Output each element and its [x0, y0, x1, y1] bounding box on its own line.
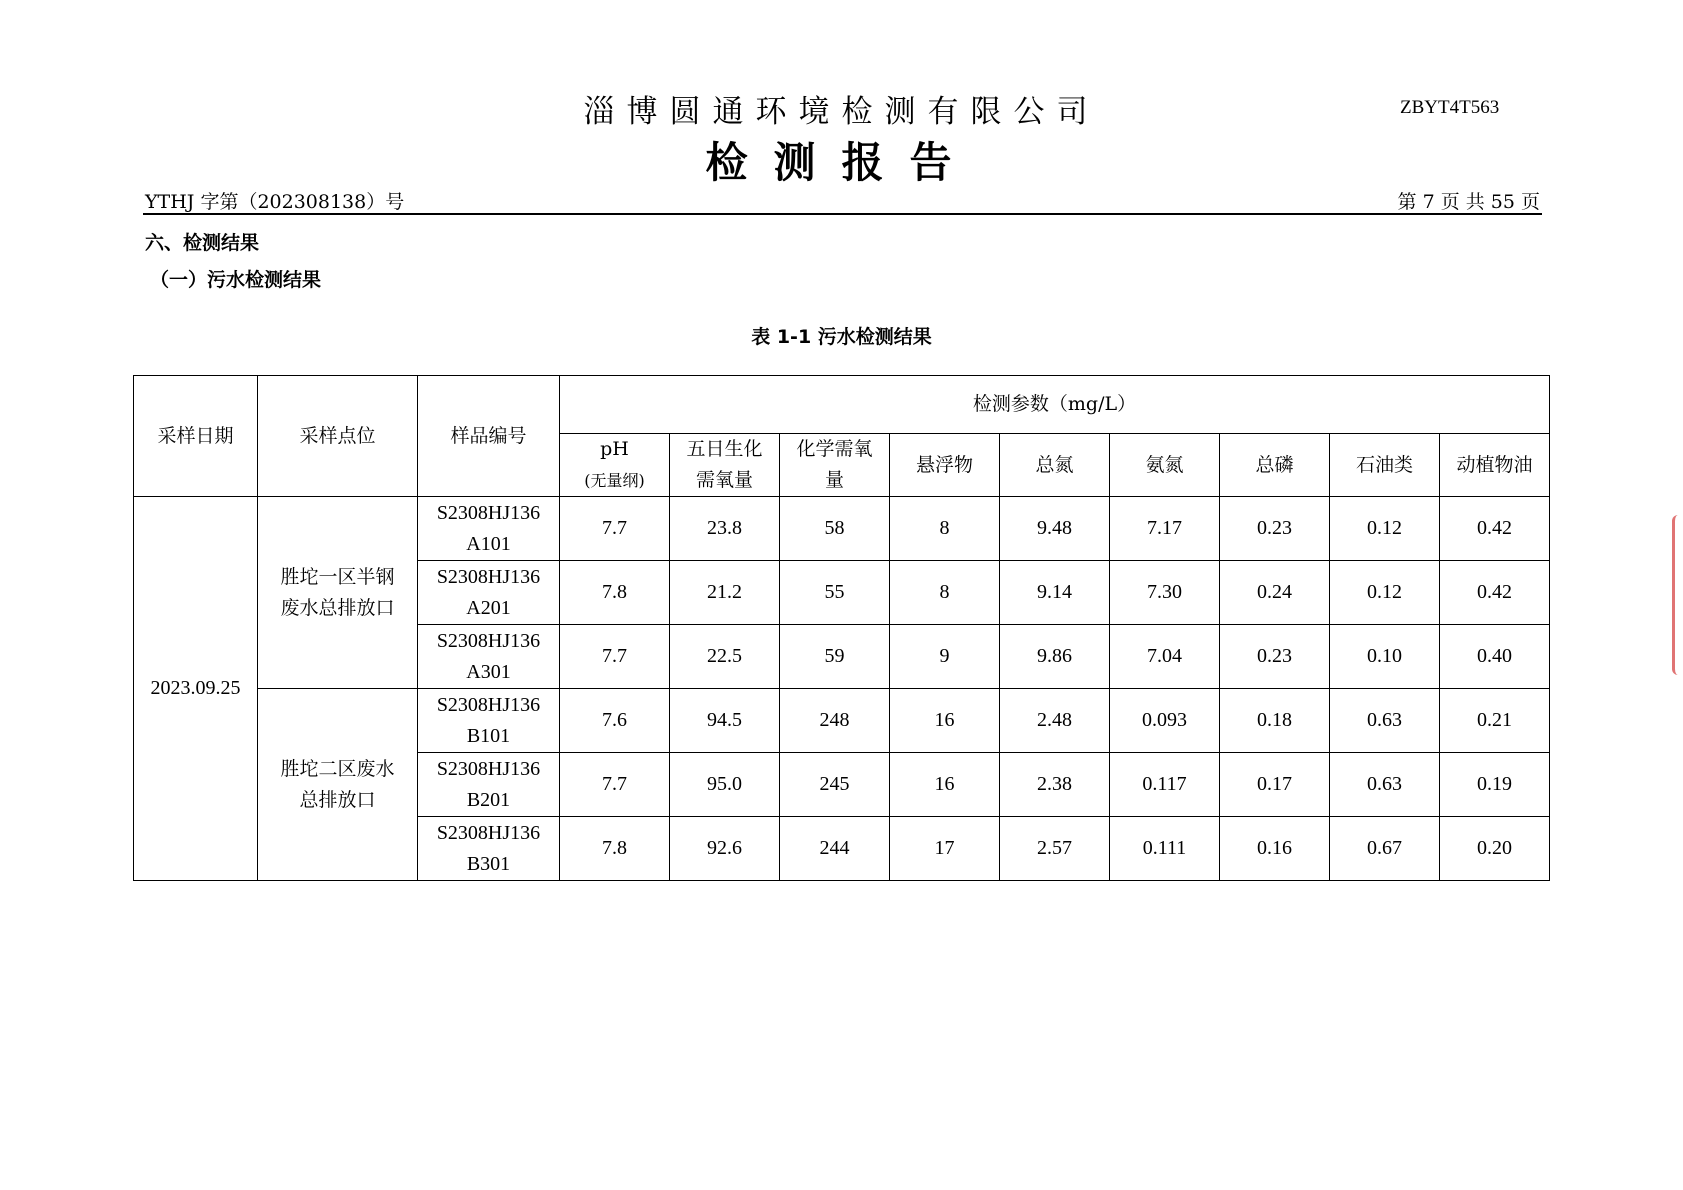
header-param-animal-veg-oil: 动植物油 — [1440, 434, 1550, 497]
param-label: 化学需氧 — [796, 438, 873, 460]
value-cell: 92.6 — [670, 817, 780, 881]
value-cell: 0.42 — [1440, 497, 1550, 561]
sample-id — [418, 689, 560, 753]
sample-id-line: S2308HJ136 — [436, 757, 541, 780]
param-label: pH — [600, 438, 629, 460]
value-cell: 9 — [890, 625, 1000, 689]
subsection-title: （一）污水检测结果 — [150, 269, 322, 291]
value-cell: 58 — [780, 497, 890, 561]
value-cell: 9.14 — [1000, 561, 1110, 625]
value-cell: 0.12 — [1330, 497, 1440, 561]
sample-id-line: S2308HJ136 — [436, 821, 541, 844]
header-params-group: 检测参数（mg/L） — [560, 376, 1550, 434]
value-cell: 0.19 — [1440, 753, 1550, 817]
value-cell: 0.63 — [1330, 689, 1440, 753]
sample-id — [418, 753, 560, 817]
value-cell: 0.67 — [1330, 817, 1440, 881]
sample-id-line: S2308HJ136 — [436, 693, 541, 716]
value-cell: 0.23 — [1220, 625, 1330, 689]
sample-id-line: S2308HJ136 — [436, 501, 541, 524]
header-param-cod — [780, 434, 890, 497]
value-cell: 248 — [780, 689, 890, 753]
header-row-1 — [134, 376, 1550, 434]
value-cell: 8 — [890, 561, 1000, 625]
value-cell: 0.42 — [1440, 561, 1550, 625]
point-line: 胜坨二区废水 — [280, 757, 395, 780]
sample-id-line: B301 — [466, 852, 511, 875]
value-cell: 0.117 — [1110, 753, 1220, 817]
header-param-ss: 悬浮物 — [890, 434, 1000, 497]
value-cell: 0.093 — [1110, 689, 1220, 753]
value-cell: 95.0 — [670, 753, 780, 817]
value-cell: 244 — [780, 817, 890, 881]
value-cell: 7.6 — [560, 689, 670, 753]
value-cell: 7.7 — [560, 625, 670, 689]
value-cell: 9.86 — [1000, 625, 1110, 689]
value-cell: 59 — [780, 625, 890, 689]
header-param-tp: 总磷 — [1220, 434, 1330, 497]
value-cell: 94.5 — [670, 689, 780, 753]
page-number: 第 7 页 共 55 页 — [1397, 191, 1540, 213]
sample-id-line: B101 — [466, 724, 511, 747]
value-cell: 0.20 — [1440, 817, 1550, 881]
value-cell: 16 — [890, 689, 1000, 753]
value-cell: 0.12 — [1330, 561, 1440, 625]
header-param-nh3n: 氨氮 — [1110, 434, 1220, 497]
sample-id-line: A301 — [466, 660, 511, 683]
section-title: 六、检测结果 — [145, 232, 260, 254]
sample-id — [418, 561, 560, 625]
sampling-point — [258, 497, 418, 689]
value-cell: 17 — [890, 817, 1000, 881]
header-divider — [143, 213, 1542, 215]
header-param-ph — [560, 434, 670, 497]
value-cell: 2.48 — [1000, 689, 1110, 753]
value-cell: 7.8 — [560, 561, 670, 625]
seal-stamp-edge — [1672, 515, 1683, 675]
header-param-bod5 — [670, 434, 780, 497]
sample-id-line: S2308HJ136 — [436, 629, 541, 652]
value-cell: 2.38 — [1000, 753, 1110, 817]
sample-id-line: S2308HJ136 — [436, 565, 541, 588]
table-row — [134, 497, 1550, 561]
point-line: 废水总排放口 — [280, 596, 395, 619]
value-cell: 7.04 — [1110, 625, 1220, 689]
value-cell: 22.5 — [670, 625, 780, 689]
sample-id-line: A101 — [466, 532, 511, 555]
value-cell: 2.57 — [1000, 817, 1110, 881]
header-sample: 样品编号 — [418, 376, 560, 497]
value-cell: 7.7 — [560, 753, 670, 817]
value-cell: 55 — [780, 561, 890, 625]
value-cell: 8 — [890, 497, 1000, 561]
value-cell: 7.30 — [1110, 561, 1220, 625]
header-date: 采样日期 — [134, 376, 258, 497]
sample-id — [418, 625, 560, 689]
value-cell: 9.48 — [1000, 497, 1110, 561]
header-point: 采样点位 — [258, 376, 418, 497]
sampling-date: 2023.09.25 — [134, 497, 258, 881]
document-reference: YTHJ 字第（202308138）号 — [145, 191, 405, 213]
param-unit-note: (无量纲) — [584, 471, 645, 490]
value-cell: 0.18 — [1220, 689, 1330, 753]
sample-id — [418, 817, 560, 881]
value-cell: 245 — [780, 753, 890, 817]
header-param-petroleum: 石油类 — [1330, 434, 1440, 497]
table-row — [134, 689, 1550, 753]
company-name: 淄博圆通环境检测有限公司 — [583, 94, 1100, 130]
table-caption: 表 1-1 污水检测结果 — [751, 326, 932, 348]
point-line: 胜坨一区半钢 — [280, 565, 395, 588]
param-label-cont: 量 — [824, 469, 844, 491]
value-cell: 0.40 — [1440, 625, 1550, 689]
value-cell: 0.63 — [1330, 753, 1440, 817]
value-cell: 21.2 — [670, 561, 780, 625]
value-cell: 0.21 — [1440, 689, 1550, 753]
param-label-cont: 需氧量 — [695, 469, 753, 491]
value-cell: 7.7 — [560, 497, 670, 561]
param-label: 五日生化 — [686, 438, 763, 460]
value-cell: 0.17 — [1220, 753, 1330, 817]
value-cell: 0.23 — [1220, 497, 1330, 561]
sample-id — [418, 497, 560, 561]
value-cell: 7.17 — [1110, 497, 1220, 561]
header-param-tn: 总氮 — [1000, 434, 1110, 497]
value-cell: 0.10 — [1330, 625, 1440, 689]
value-cell: 7.8 — [560, 817, 670, 881]
sample-id-line: A201 — [466, 596, 511, 619]
value-cell: 23.8 — [670, 497, 780, 561]
value-cell: 0.111 — [1110, 817, 1220, 881]
value-cell: 0.16 — [1220, 817, 1330, 881]
report-title: 检测报告 — [705, 138, 978, 187]
value-cell: 0.24 — [1220, 561, 1330, 625]
sample-id-line: B201 — [466, 788, 511, 811]
point-line: 总排放口 — [299, 788, 376, 811]
value-cell: 16 — [890, 753, 1000, 817]
sampling-point — [258, 689, 418, 881]
report-number: ZBYT4T563 — [1400, 97, 1500, 118]
wastewater-results-table — [133, 375, 1550, 881]
